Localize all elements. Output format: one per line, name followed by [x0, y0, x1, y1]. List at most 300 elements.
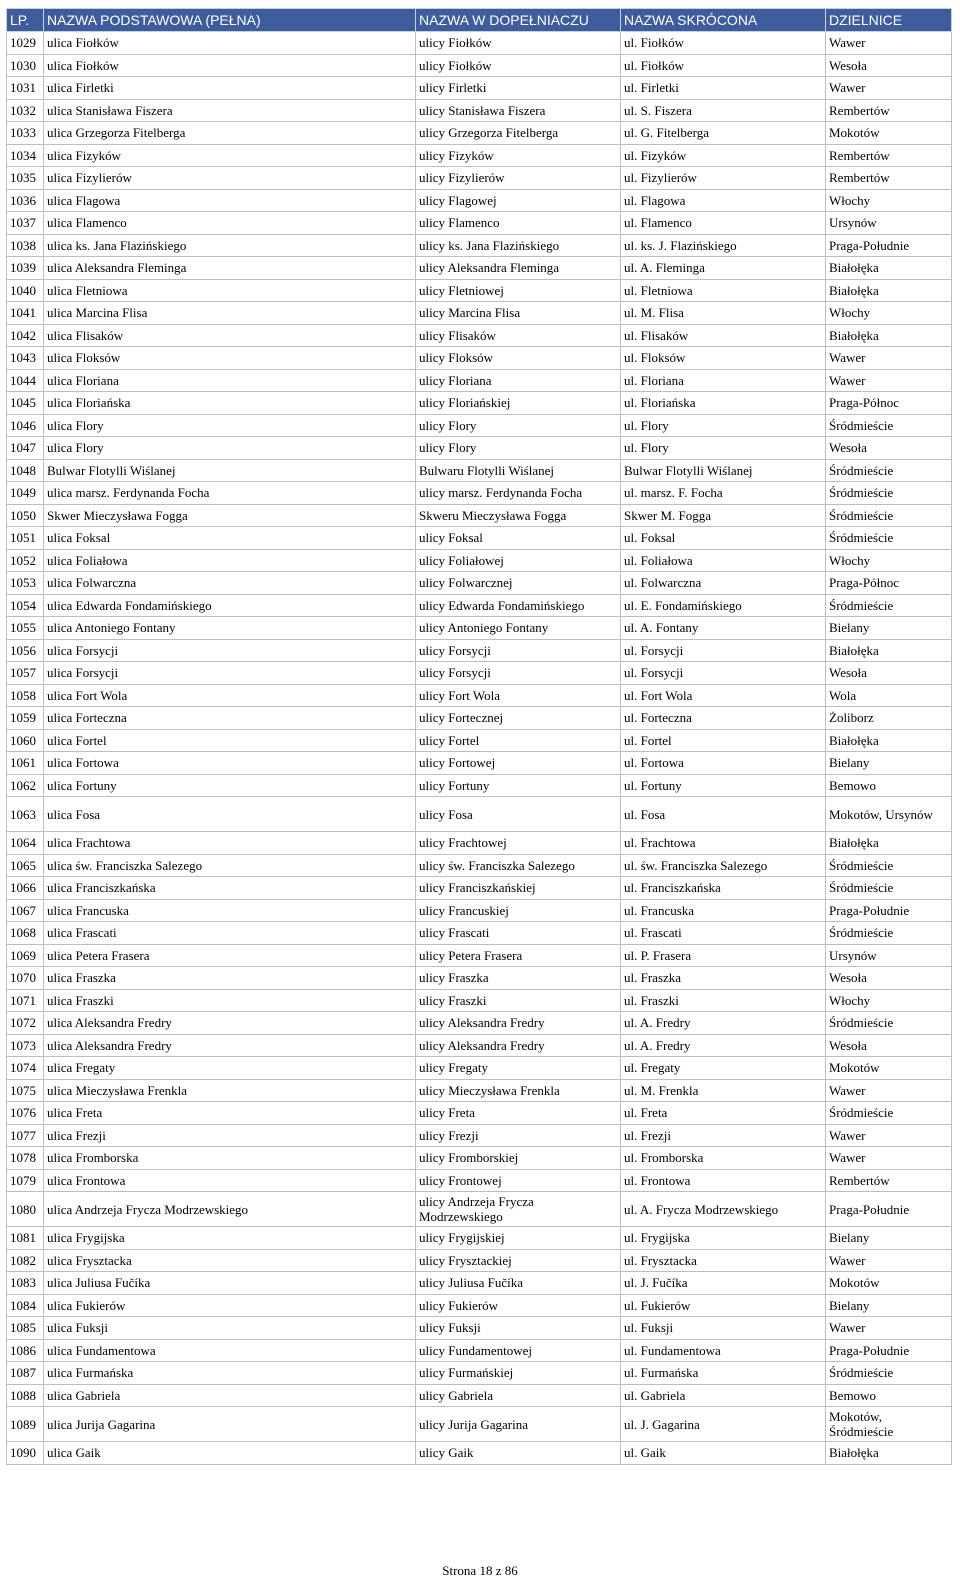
- cell-districts: Białołęka: [826, 639, 952, 662]
- cell-full-name: ulica Flory: [44, 437, 416, 460]
- table-row: [7, 482, 952, 505]
- cell-lp: 1080: [7, 1192, 44, 1227]
- cell-full-name: ulica Fletniowa: [44, 279, 416, 302]
- cell-short-name: Skwer M. Fogga: [621, 504, 826, 527]
- cell-lp: 1068: [7, 922, 44, 945]
- table-row: [7, 549, 952, 572]
- cell-lp: 1049: [7, 482, 44, 505]
- cell-full-name: ulica Furmańska: [44, 1362, 416, 1385]
- cell-short-name: ul. Franciszkańska: [621, 877, 826, 900]
- cell-districts: Praga-Południe: [826, 234, 952, 257]
- cell-districts: Bielany: [826, 752, 952, 775]
- cell-districts: Śródmieście: [826, 1012, 952, 1035]
- cell-short-name: ul. E. Fondamińskiego: [621, 594, 826, 617]
- table-row: [7, 32, 952, 55]
- table-row: [7, 324, 952, 347]
- cell-genitive-name: ulicy Fletniowej: [416, 279, 621, 302]
- cell-lp: 1032: [7, 99, 44, 122]
- cell-full-name: ulica Fukierów: [44, 1294, 416, 1317]
- cell-full-name: ulica ks. Jana Flazińskiego: [44, 234, 416, 257]
- cell-districts: Białołęka: [826, 324, 952, 347]
- cell-genitive-name: ulicy Fukierów: [416, 1294, 621, 1317]
- cell-full-name: ulica Frygijska: [44, 1227, 416, 1250]
- table-row: [7, 1012, 952, 1035]
- cell-short-name: ul. Gaik: [621, 1442, 826, 1465]
- cell-districts: Praga-Północ: [826, 392, 952, 415]
- cell-genitive-name: ulicy Aleksandra Fredry: [416, 1034, 621, 1057]
- table-row: [7, 989, 952, 1012]
- cell-genitive-name: ulicy Foliałowej: [416, 549, 621, 572]
- cell-lp: 1064: [7, 832, 44, 855]
- table-row: [7, 617, 952, 640]
- table-row: [7, 1362, 952, 1385]
- cell-full-name: ulica Francuska: [44, 899, 416, 922]
- cell-lp: 1041: [7, 302, 44, 325]
- cell-districts: Praga-Południe: [826, 1339, 952, 1362]
- cell-districts: Białołęka: [826, 832, 952, 855]
- table-row: [7, 967, 952, 990]
- cell-districts: Wawer: [826, 77, 952, 100]
- table-row: [7, 1102, 952, 1125]
- cell-districts: Śródmieście: [826, 414, 952, 437]
- table-row: [7, 392, 952, 415]
- cell-full-name: ulica Andrzeja Frycza Modrzewskiego: [44, 1192, 416, 1227]
- cell-short-name: ul. Fizyków: [621, 144, 826, 167]
- cell-lp: 1051: [7, 527, 44, 550]
- cell-short-name: ul. Frontowa: [621, 1169, 826, 1192]
- table-row: [7, 99, 952, 122]
- cell-full-name: ulica Flory: [44, 414, 416, 437]
- cell-full-name: ulica Forteczna: [44, 707, 416, 730]
- cell-short-name: ul. Fukierów: [621, 1294, 826, 1317]
- table-row: [7, 1339, 952, 1362]
- cell-short-name: ul. P. Frasera: [621, 944, 826, 967]
- cell-districts: Wola: [826, 684, 952, 707]
- cell-genitive-name: ulicy Flisaków: [416, 324, 621, 347]
- table-row: [7, 122, 952, 145]
- cell-districts: Śródmieście: [826, 504, 952, 527]
- cell-genitive-name: ulicy Flamenco: [416, 212, 621, 235]
- cell-lp: 1090: [7, 1442, 44, 1465]
- header-genitive-name: NAZWA W DOPEŁNIACZU: [416, 9, 621, 32]
- cell-short-name: ul. Fortuny: [621, 774, 826, 797]
- cell-full-name: ulica Fosa: [44, 797, 416, 832]
- table-row: [7, 854, 952, 877]
- table-row: [7, 437, 952, 460]
- cell-genitive-name: ulicy Mieczysława Frenkla: [416, 1079, 621, 1102]
- cell-short-name: ul. Freta: [621, 1102, 826, 1125]
- cell-short-name: ul. Frascati: [621, 922, 826, 945]
- cell-short-name: ul. M. Flisa: [621, 302, 826, 325]
- cell-districts: Bemowo: [826, 774, 952, 797]
- table-row: [7, 1317, 952, 1340]
- cell-short-name: ul. Floksów: [621, 347, 826, 370]
- cell-districts: Rembertów: [826, 1169, 952, 1192]
- table-row: [7, 1034, 952, 1057]
- cell-short-name: ul. św. Franciszka Salezego: [621, 854, 826, 877]
- cell-districts: Rembertów: [826, 144, 952, 167]
- page-footer: [0, 1563, 960, 1579]
- cell-full-name: ulica Fundamentowa: [44, 1339, 416, 1362]
- cell-short-name: ul. Fort Wola: [621, 684, 826, 707]
- cell-districts: Białołęka: [826, 279, 952, 302]
- cell-districts: Wawer: [826, 1249, 952, 1272]
- cell-short-name: ul. Fortel: [621, 729, 826, 752]
- table-row: [7, 369, 952, 392]
- cell-districts: Praga-Południe: [826, 899, 952, 922]
- cell-full-name: ulica Fortowa: [44, 752, 416, 775]
- cell-districts: Śródmieście: [826, 527, 952, 550]
- cell-full-name: ulica Frachtowa: [44, 832, 416, 855]
- cell-full-name: ulica Flagowa: [44, 189, 416, 212]
- cell-genitive-name: ulicy Flory: [416, 437, 621, 460]
- cell-full-name: ulica Fraszki: [44, 989, 416, 1012]
- table-row: [7, 832, 952, 855]
- cell-full-name: ulica Antoniego Fontany: [44, 617, 416, 640]
- cell-short-name: ul. Fraszka: [621, 967, 826, 990]
- cell-full-name: ulica Fort Wola: [44, 684, 416, 707]
- cell-genitive-name: ulicy Flagowej: [416, 189, 621, 212]
- cell-short-name: ul. A. Frycza Modrzewskiego: [621, 1192, 826, 1227]
- table-row: [7, 1124, 952, 1147]
- cell-districts: Bielany: [826, 1227, 952, 1250]
- table-row: [7, 144, 952, 167]
- cell-lp: 1077: [7, 1124, 44, 1147]
- cell-short-name: ul. Flory: [621, 437, 826, 460]
- cell-full-name: ulica Frysztacka: [44, 1249, 416, 1272]
- cell-short-name: ul. Fortowa: [621, 752, 826, 775]
- table-row: [7, 167, 952, 190]
- cell-genitive-name: Skweru Mieczysława Fogga: [416, 504, 621, 527]
- cell-genitive-name: ulicy Firletki: [416, 77, 621, 100]
- cell-short-name: ul. Floriańska: [621, 392, 826, 415]
- page-number-label: Strona 18 z 86: [442, 1563, 518, 1578]
- cell-genitive-name: ulicy Frezji: [416, 1124, 621, 1147]
- cell-districts: Wesoła: [826, 662, 952, 685]
- cell-short-name: ul. S. Fiszera: [621, 99, 826, 122]
- cell-districts: Śródmieście: [826, 482, 952, 505]
- cell-lp: 1039: [7, 257, 44, 280]
- cell-genitive-name: ulicy Fromborskiej: [416, 1147, 621, 1170]
- cell-short-name: ul. Forsycji: [621, 639, 826, 662]
- cell-short-name: ul. Fregaty: [621, 1057, 826, 1080]
- cell-lp: 1055: [7, 617, 44, 640]
- table-row: [7, 234, 952, 257]
- cell-short-name: ul. Fletniowa: [621, 279, 826, 302]
- cell-genitive-name: ulicy Fraszka: [416, 967, 621, 990]
- cell-genitive-name: ulicy Frygijskiej: [416, 1227, 621, 1250]
- cell-full-name: ulica Grzegorza Fitelberga: [44, 122, 416, 145]
- cell-districts: Włochy: [826, 989, 952, 1012]
- cell-genitive-name: ulicy Frontowej: [416, 1169, 621, 1192]
- cell-short-name: ul. A. Fredry: [621, 1012, 826, 1035]
- cell-genitive-name: ulicy Fort Wola: [416, 684, 621, 707]
- cell-genitive-name: ulicy Furmańskiej: [416, 1362, 621, 1385]
- cell-short-name: ul. J. Gagarina: [621, 1407, 826, 1442]
- cell-full-name: ulica Fiołków: [44, 54, 416, 77]
- table-row: [7, 1147, 952, 1170]
- cell-full-name: ulica Frezji: [44, 1124, 416, 1147]
- cell-districts: Wesoła: [826, 54, 952, 77]
- cell-full-name: ulica Juliusa Fučíka: [44, 1272, 416, 1295]
- cell-districts: Praga-Północ: [826, 572, 952, 595]
- cell-short-name: ul. Fromborska: [621, 1147, 826, 1170]
- cell-short-name: ul. Floriana: [621, 369, 826, 392]
- table-row: [7, 257, 952, 280]
- cell-lp: 1050: [7, 504, 44, 527]
- cell-districts: Bielany: [826, 617, 952, 640]
- cell-full-name: ulica Fregaty: [44, 1057, 416, 1080]
- cell-districts: Śródmieście: [826, 459, 952, 482]
- cell-short-name: ul. A. Fontany: [621, 617, 826, 640]
- cell-districts: Wawer: [826, 369, 952, 392]
- cell-districts: Białołęka: [826, 1442, 952, 1465]
- cell-districts: Mokotów, Śródmieście: [826, 1407, 952, 1442]
- cell-short-name: ul. Flagowa: [621, 189, 826, 212]
- cell-lp: 1037: [7, 212, 44, 235]
- cell-districts: Włochy: [826, 302, 952, 325]
- cell-districts: Wawer: [826, 1079, 952, 1102]
- cell-full-name: ulica Floksów: [44, 347, 416, 370]
- cell-genitive-name: ulicy Aleksandra Fleminga: [416, 257, 621, 280]
- cell-short-name: ul. Flisaków: [621, 324, 826, 347]
- cell-lp: 1040: [7, 279, 44, 302]
- cell-full-name: ulica Firletki: [44, 77, 416, 100]
- cell-genitive-name: ulicy Andrzeja Frycza Modrzewskiego: [416, 1192, 621, 1227]
- cell-lp: 1052: [7, 549, 44, 572]
- cell-districts: Ursynów: [826, 212, 952, 235]
- cell-short-name: ul. Forsycji: [621, 662, 826, 685]
- cell-lp: 1030: [7, 54, 44, 77]
- cell-full-name: ulica Fraszka: [44, 967, 416, 990]
- cell-short-name: ul. Flory: [621, 414, 826, 437]
- cell-short-name: ul. Furmańska: [621, 1362, 826, 1385]
- cell-genitive-name: ulicy Juliusa Fučíka: [416, 1272, 621, 1295]
- cell-districts: Śródmieście: [826, 594, 952, 617]
- cell-genitive-name: ulicy Fizyków: [416, 144, 621, 167]
- cell-short-name: ul. J. Fučíka: [621, 1272, 826, 1295]
- table-row: [7, 774, 952, 797]
- cell-districts: Rembertów: [826, 99, 952, 122]
- cell-districts: Bielany: [826, 1294, 952, 1317]
- cell-lp: 1057: [7, 662, 44, 685]
- table-row: [7, 1192, 952, 1227]
- cell-full-name: ulica Foliałowa: [44, 549, 416, 572]
- cell-full-name: ulica Floriańska: [44, 392, 416, 415]
- cell-lp: 1083: [7, 1272, 44, 1295]
- cell-full-name: ulica Petera Frasera: [44, 944, 416, 967]
- cell-lp: 1053: [7, 572, 44, 595]
- cell-lp: 1058: [7, 684, 44, 707]
- cell-full-name: ulica Marcina Flisa: [44, 302, 416, 325]
- cell-districts: Wesoła: [826, 437, 952, 460]
- cell-full-name: ulica Edwarda Fondamińskiego: [44, 594, 416, 617]
- table-row: [7, 77, 952, 100]
- cell-lp: 1088: [7, 1384, 44, 1407]
- cell-lp: 1082: [7, 1249, 44, 1272]
- cell-genitive-name: Bulwaru Flotylli Wiślanej: [416, 459, 621, 482]
- cell-genitive-name: ulicy Grzegorza Fitelberga: [416, 122, 621, 145]
- cell-short-name: ul. Fizylierów: [621, 167, 826, 190]
- cell-full-name: ulica Fromborska: [44, 1147, 416, 1170]
- cell-full-name: ulica Forsycji: [44, 662, 416, 685]
- cell-short-name: ul. Fuksji: [621, 1317, 826, 1340]
- cell-genitive-name: ulicy Jurija Gagarina: [416, 1407, 621, 1442]
- table-row: [7, 594, 952, 617]
- cell-full-name: ulica Flamenco: [44, 212, 416, 235]
- table-row: [7, 459, 952, 482]
- cell-short-name: ul. M. Frenkla: [621, 1079, 826, 1102]
- table-row: [7, 279, 952, 302]
- cell-full-name: ulica Fizylierów: [44, 167, 416, 190]
- header-short-name: NAZWA SKRÓCONA: [621, 9, 826, 32]
- cell-full-name: ulica Frontowa: [44, 1169, 416, 1192]
- cell-genitive-name: ulicy Frascati: [416, 922, 621, 945]
- cell-full-name: ulica Gaik: [44, 1442, 416, 1465]
- cell-genitive-name: ulicy Francuskiej: [416, 899, 621, 922]
- cell-lp: 1045: [7, 392, 44, 415]
- cell-districts: Bemowo: [826, 1384, 952, 1407]
- cell-full-name: ulica Fizyków: [44, 144, 416, 167]
- table-row: [7, 1294, 952, 1317]
- cell-genitive-name: ulicy Aleksandra Fredry: [416, 1012, 621, 1035]
- cell-lp: 1087: [7, 1362, 44, 1385]
- table-row: [7, 639, 952, 662]
- table-row: [7, 1227, 952, 1250]
- cell-lp: 1063: [7, 797, 44, 832]
- cell-full-name: ulica Flisaków: [44, 324, 416, 347]
- cell-full-name: ulica Foksal: [44, 527, 416, 550]
- table-row: [7, 1442, 952, 1465]
- cell-short-name: ul. Francuska: [621, 899, 826, 922]
- cell-districts: Włochy: [826, 189, 952, 212]
- cell-short-name: ul. A. Fleminga: [621, 257, 826, 280]
- cell-short-name: ul. Fosa: [621, 797, 826, 832]
- cell-short-name: ul. Frachtowa: [621, 832, 826, 855]
- table-header: [7, 9, 952, 32]
- cell-genitive-name: ulicy Folwarcznej: [416, 572, 621, 595]
- cell-genitive-name: ulicy Flory: [416, 414, 621, 437]
- cell-districts: Wawer: [826, 32, 952, 55]
- cell-genitive-name: ulicy Floksów: [416, 347, 621, 370]
- table-row: [7, 347, 952, 370]
- cell-lp: 1073: [7, 1034, 44, 1057]
- table-row: [7, 302, 952, 325]
- cell-full-name: ulica Freta: [44, 1102, 416, 1125]
- cell-short-name: ul. G. Fitelberga: [621, 122, 826, 145]
- cell-districts: Ursynów: [826, 944, 952, 967]
- table-row: [7, 1169, 952, 1192]
- table-row: [7, 189, 952, 212]
- cell-genitive-name: ulicy Frachtowej: [416, 832, 621, 855]
- table-row: [7, 1249, 952, 1272]
- cell-full-name: ulica marsz. Ferdynanda Focha: [44, 482, 416, 505]
- table-row: [7, 572, 952, 595]
- cell-lp: 1034: [7, 144, 44, 167]
- cell-full-name: ulica Aleksandra Fleminga: [44, 257, 416, 280]
- cell-full-name: ulica Fortel: [44, 729, 416, 752]
- table-row: [7, 899, 952, 922]
- cell-districts: Śródmieście: [826, 854, 952, 877]
- cell-short-name: ul. Fundamentowa: [621, 1339, 826, 1362]
- cell-full-name: ulica Aleksandra Fredry: [44, 1012, 416, 1035]
- cell-lp: 1074: [7, 1057, 44, 1080]
- cell-genitive-name: ulicy Fortel: [416, 729, 621, 752]
- cell-lp: 1084: [7, 1294, 44, 1317]
- cell-full-name: ulica Stanisława Fiszera: [44, 99, 416, 122]
- cell-genitive-name: ulicy Freta: [416, 1102, 621, 1125]
- street-names-table: [6, 8, 952, 1465]
- table-row: [7, 212, 952, 235]
- cell-lp: 1036: [7, 189, 44, 212]
- cell-districts: Mokotów: [826, 1272, 952, 1295]
- street-names-table-container: [6, 8, 951, 1465]
- cell-full-name: ulica Frascati: [44, 922, 416, 945]
- cell-short-name: ul. Firletki: [621, 77, 826, 100]
- cell-genitive-name: ulicy Fortowej: [416, 752, 621, 775]
- cell-lp: 1031: [7, 77, 44, 100]
- cell-short-name: ul. Foksal: [621, 527, 826, 550]
- cell-full-name: ulica Jurija Gagarina: [44, 1407, 416, 1442]
- table-row: [7, 1384, 952, 1407]
- table-row: [7, 797, 952, 832]
- cell-districts: Wawer: [826, 1147, 952, 1170]
- table-row: [7, 504, 952, 527]
- table-row: [7, 1407, 952, 1442]
- cell-genitive-name: ulicy Fiołków: [416, 54, 621, 77]
- cell-genitive-name: ulicy Fuksji: [416, 1317, 621, 1340]
- cell-lp: 1046: [7, 414, 44, 437]
- header-lp: LP.: [7, 9, 44, 32]
- cell-genitive-name: ulicy Fiołków: [416, 32, 621, 55]
- cell-genitive-name: ulicy Fortuny: [416, 774, 621, 797]
- table-row: [7, 922, 952, 945]
- cell-lp: 1079: [7, 1169, 44, 1192]
- cell-lp: 1069: [7, 944, 44, 967]
- cell-lp: 1056: [7, 639, 44, 662]
- header-full-name: NAZWA PODSTAWOWA (PEŁNA): [44, 9, 416, 32]
- cell-lp: 1081: [7, 1227, 44, 1250]
- cell-short-name: ul. Frezji: [621, 1124, 826, 1147]
- cell-genitive-name: ulicy marsz. Ferdynanda Focha: [416, 482, 621, 505]
- cell-short-name: ul. Fiołków: [621, 54, 826, 77]
- cell-lp: 1072: [7, 1012, 44, 1035]
- cell-districts: Rembertów: [826, 167, 952, 190]
- cell-lp: 1029: [7, 32, 44, 55]
- cell-lp: 1061: [7, 752, 44, 775]
- cell-districts: Śródmieście: [826, 877, 952, 900]
- cell-short-name: ul. marsz. F. Focha: [621, 482, 826, 505]
- cell-genitive-name: ulicy Fundamentowej: [416, 1339, 621, 1362]
- cell-districts: Mokotów: [826, 122, 952, 145]
- cell-lp: 1065: [7, 854, 44, 877]
- table-row: [7, 1272, 952, 1295]
- cell-full-name: ulica Franciszkańska: [44, 877, 416, 900]
- cell-full-name: Skwer Mieczysława Fogga: [44, 504, 416, 527]
- cell-genitive-name: ulicy Gabriela: [416, 1384, 621, 1407]
- cell-full-name: ulica Fiołków: [44, 32, 416, 55]
- cell-lp: 1078: [7, 1147, 44, 1170]
- cell-lp: 1048: [7, 459, 44, 482]
- cell-full-name: Bulwar Flotylli Wiślanej: [44, 459, 416, 482]
- cell-genitive-name: ulicy Fizylierów: [416, 167, 621, 190]
- cell-districts: Żoliborz: [826, 707, 952, 730]
- table-row: [7, 527, 952, 550]
- cell-districts: Wesoła: [826, 1034, 952, 1057]
- cell-full-name: ulica Aleksandra Fredry: [44, 1034, 416, 1057]
- cell-genitive-name: ulicy Frysztackiej: [416, 1249, 621, 1272]
- cell-genitive-name: ulicy Marcina Flisa: [416, 302, 621, 325]
